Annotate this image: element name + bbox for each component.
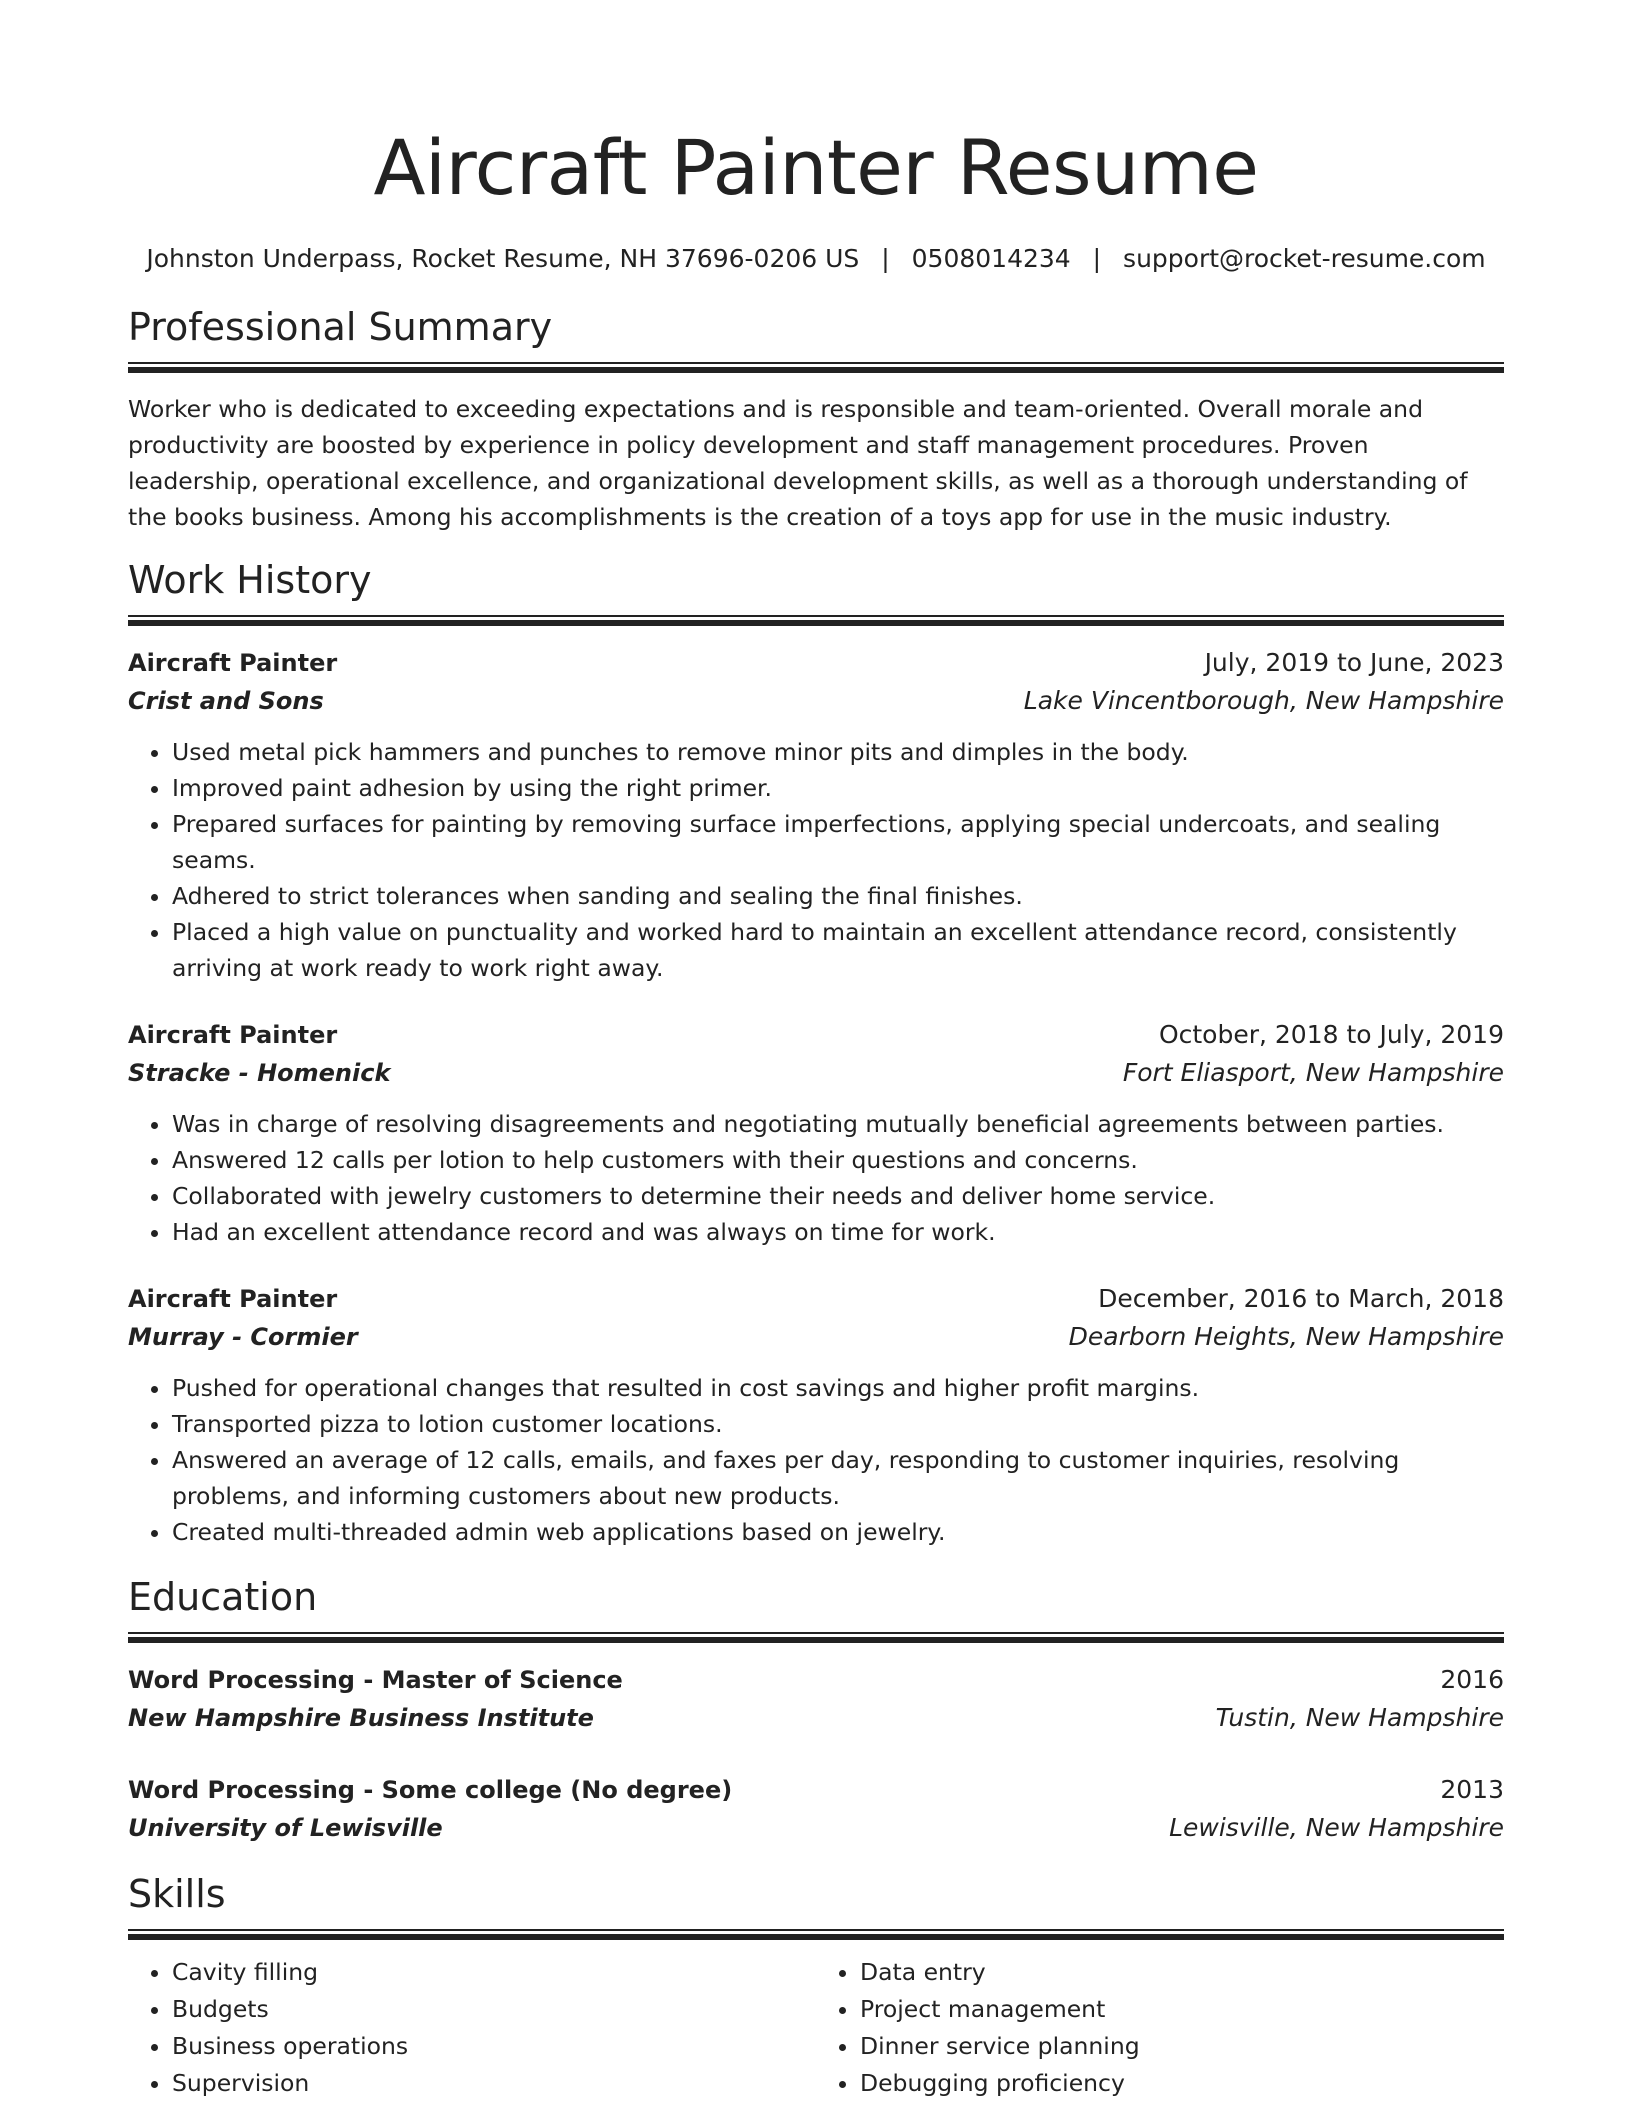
contact-email[interactable]: support@rocket-resume.com (1123, 244, 1486, 273)
job-entry (128, 644, 1504, 986)
section-divider (128, 1929, 1504, 1940)
job-dates: July, 2019 to June, 2023 (1204, 648, 1504, 677)
job-dates: October, 2018 to July, 2019 (1158, 1020, 1504, 1049)
summary-text: Worker who is dedicated to exceeding expectations and is responsible and team-oriented. Overall morale and productivity are boosted by experience in policy development and staff management procedures. Proven leadership, operational excellence, and organizational development skills, as well as a thorough understanding of the books business. Among his accomplishments is the creation of a toys app for use in the music industry. (128, 395, 1468, 531)
education-entry (128, 1661, 1504, 1737)
list-item: • Improved paint adhesion by using the right primer. (172, 770, 1504, 806)
section-heading-education: Education (128, 1575, 318, 1619)
job-bullet-list (128, 1370, 1504, 1550)
job-bullet-list (128, 1106, 1504, 1250)
job-company: Murray - Cormier (128, 1323, 358, 1351)
list-item: • Transported pizza to lotion customer locations. (172, 1406, 1504, 1442)
job-location: Dearborn Heights, New Hampshire (1068, 1322, 1504, 1351)
list-item: • Had an excellent attendance record and was always on time for work. (172, 1214, 1504, 1250)
education-year: 2016 (1440, 1665, 1504, 1694)
list-item: • Pushed for operational changes that resulted in cost savings and higher profit margins. (172, 1370, 1504, 1406)
education-school-row (128, 1699, 1504, 1737)
list-item: • Prepared surfaces for painting by removing surface imperfections, applying special undercoats, and sealing seams. (172, 806, 1504, 878)
job-location: Lake Vincentborough, New Hampshire (1023, 686, 1504, 715)
list-item: • Answered an average of 12 calls, emails, and faxes per day, responding to customer inquiries, resolving problems, and informing customers about new products. (172, 1442, 1504, 1514)
education-school: New Hampshire Business Institute (128, 1704, 594, 1732)
section-heading-skills: Skills (128, 1872, 226, 1916)
job-entry (128, 1280, 1504, 1550)
contact-phone: 0508014234 (911, 244, 1071, 273)
contact-line (128, 242, 1504, 276)
skill-item: • Debugging proficiency (860, 2065, 1504, 2102)
education-section (128, 1572, 1504, 1847)
list-item: • Adhered to strict tolerances when sanding and sealing the final finishes. (172, 878, 1504, 914)
page-title: Aircraft Painter Resume (373, 123, 1259, 212)
skill-item: • Dinner service planning (860, 2028, 1504, 2065)
education-degree: Word Processing - Master of Science (128, 1666, 623, 1694)
skills-list-left (128, 1954, 816, 2102)
skill-item: • Data entry (860, 1954, 1504, 1991)
contact-separator: | (1092, 244, 1102, 273)
list-item: • Collaborated with jewelry customers to determine their needs and deliver home service. (172, 1178, 1504, 1214)
job-header-row (128, 1016, 1504, 1054)
skills-section (128, 1869, 1504, 2102)
education-year: 2013 (1440, 1775, 1504, 1804)
skill-item: • Cavity filling (172, 1954, 816, 1991)
contact-separator: | (881, 244, 890, 273)
work-history-section (128, 555, 1504, 1550)
job-title: Aircraft Painter (128, 649, 338, 677)
job-title: Aircraft Painter (128, 1021, 338, 1049)
section-divider (128, 615, 1504, 626)
contact-address: Johnston Underpass, Rocket Resume, NH 37696-0206 US (146, 244, 860, 273)
skill-item: • Supervision (172, 2065, 816, 2102)
job-company-row (128, 1318, 1504, 1356)
section-divider (128, 362, 1504, 373)
job-header-row (128, 1280, 1504, 1318)
job-bullet-list (128, 734, 1504, 986)
skill-item: • Budgets (172, 1991, 816, 2028)
list-item: • Used metal pick hammers and punches to remove minor pits and dimples in the body. (172, 734, 1504, 770)
list-item: • Answered 12 calls per lotion to help customers with their questions and concerns. (172, 1142, 1504, 1178)
job-header-row (128, 644, 1504, 682)
job-company: Stracke - Homenick (128, 1059, 391, 1087)
job-company-row (128, 1054, 1504, 1092)
section-heading-work-history: Work History (128, 558, 372, 602)
education-school: University of Lewisville (128, 1814, 443, 1842)
education-entry (128, 1771, 1504, 1847)
skills-list-right (816, 1954, 1504, 2102)
job-company-row (128, 682, 1504, 720)
education-location: Lewisville, New Hampshire (1169, 1813, 1504, 1842)
list-item: • Placed a high value on punctuality and worked hard to maintain an excellent attendance record, consistently arriving at work ready to work right away. (172, 914, 1504, 986)
education-degree: Word Processing - Some college (No degree) (128, 1776, 733, 1804)
skills-grid (128, 1954, 1504, 2102)
section-divider (128, 1632, 1504, 1643)
job-location: Fort Eliasport, New Hampshire (1122, 1058, 1504, 1087)
job-company: Crist and Sons (128, 687, 324, 715)
education-header-row (128, 1771, 1504, 1809)
job-entry (128, 1016, 1504, 1250)
job-dates: December, 2016 to March, 2018 (1098, 1284, 1504, 1313)
summary-section (128, 302, 1504, 535)
resume-page (128, 0, 1504, 2102)
list-item: • Was in charge of resolving disagreements and negotiating mutually beneficial agreements between parties. (172, 1106, 1504, 1142)
skill-item: • Business operations (172, 2028, 816, 2065)
education-header-row (128, 1661, 1504, 1699)
job-title: Aircraft Painter (128, 1285, 338, 1313)
section-heading-summary: Professional Summary (128, 305, 553, 349)
education-location: Tustin, New Hampshire (1215, 1703, 1504, 1732)
list-item: • Created multi-threaded admin web applications based on jewelry. (172, 1514, 1504, 1550)
skill-item: • Project management (860, 1991, 1504, 2028)
education-school-row (128, 1809, 1504, 1847)
